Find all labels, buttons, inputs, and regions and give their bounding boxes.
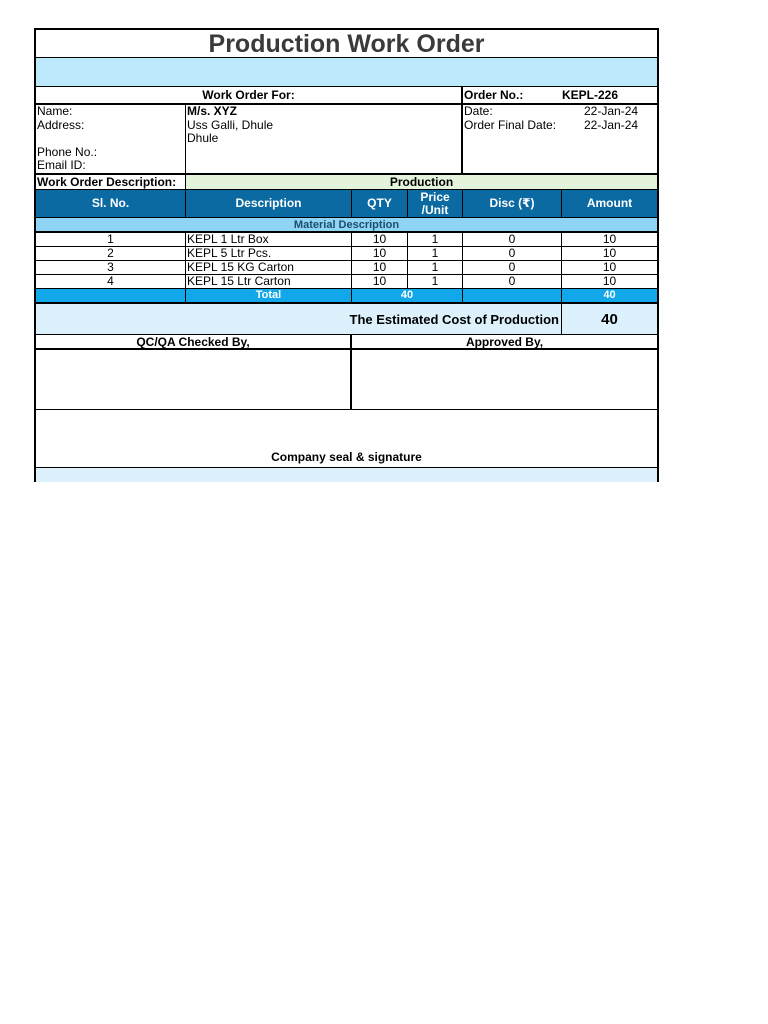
item-price: 1 xyxy=(408,261,463,274)
item-description: KEPL 15 Ltr Carton xyxy=(186,275,352,288)
column-header-price-line1: Price xyxy=(420,190,450,204)
qc-checked-label: QC/QA Checked By, xyxy=(36,335,352,348)
item-price: 1 xyxy=(408,275,463,288)
total-row xyxy=(36,289,657,304)
order-final-date-value: 22-Jan-24 xyxy=(584,117,639,132)
item-amount: 10 xyxy=(602,233,617,246)
estimated-cost-row xyxy=(36,304,657,335)
item-disc: 0 xyxy=(463,233,562,246)
order-no-value: KEPL-226 xyxy=(562,88,619,102)
date-value: 22-Jan-24 xyxy=(584,105,639,118)
item-sl-no: 3 xyxy=(36,261,186,274)
item-disc: 0 xyxy=(463,247,562,260)
estimated-cost-label: The Estimated Cost of Production xyxy=(36,304,562,334)
address-label: Address: xyxy=(37,117,85,132)
order-no-label: Order No.: xyxy=(464,88,524,102)
work-order-description-row xyxy=(36,175,657,190)
item-qty: 10 xyxy=(352,233,408,246)
name-label: Name: xyxy=(37,105,73,118)
work-order-sheet xyxy=(34,28,659,482)
qc-signature-box xyxy=(36,350,352,409)
column-header-sl-no: Sl. No. xyxy=(36,190,186,217)
page-title: Production Work Order xyxy=(36,30,657,58)
item-description: KEPL 1 Ltr Box xyxy=(186,233,352,246)
item-price: 1 xyxy=(408,233,463,246)
customer-phone xyxy=(187,146,461,160)
date-label: Date: xyxy=(464,105,493,118)
table-row xyxy=(36,247,657,261)
column-header-price xyxy=(408,190,463,217)
total-label: Total xyxy=(186,289,352,302)
approved-signature-box xyxy=(352,350,657,409)
item-amount: 10 xyxy=(602,275,617,288)
table-row xyxy=(36,233,657,247)
items-table-header xyxy=(36,190,657,218)
customer-values xyxy=(186,105,463,173)
total-sl-empty xyxy=(36,289,186,302)
total-amount: 40 xyxy=(603,289,616,301)
total-qty: 40 xyxy=(352,289,463,302)
total-disc-empty xyxy=(463,289,562,302)
table-row xyxy=(36,261,657,275)
item-sl-no: 2 xyxy=(36,247,186,260)
column-header-price-line2: /Unit xyxy=(421,202,449,217)
customer-address-line2: Dhule xyxy=(187,131,219,145)
material-description-band: Material Description xyxy=(36,218,657,233)
table-row xyxy=(36,275,657,289)
item-disc: 0 xyxy=(463,261,562,274)
item-amount: 10 xyxy=(602,247,617,260)
column-header-description: Description xyxy=(186,190,352,217)
customer-address-line1: Uss Galli, Dhule xyxy=(187,117,274,132)
customer-email xyxy=(187,159,461,173)
item-description: KEPL 5 Ltr Pcs. xyxy=(186,247,352,260)
customer-info-block xyxy=(36,105,657,175)
estimated-cost-value: 40 xyxy=(601,310,618,328)
company-seal-row xyxy=(36,410,657,468)
footer-band xyxy=(36,468,657,482)
work-order-description-label: Work Order Description: xyxy=(36,175,186,189)
phone-label: Phone No.: xyxy=(37,144,98,159)
item-price: 1 xyxy=(408,247,463,260)
column-header-amount: Amount xyxy=(586,196,633,210)
company-seal-label: Company seal & signature xyxy=(271,450,422,464)
item-amount: 10 xyxy=(602,261,617,274)
email-label: Email ID: xyxy=(37,158,86,172)
date-values xyxy=(584,105,657,173)
column-header-disc: Disc (₹) xyxy=(463,190,562,217)
work-order-for-row xyxy=(36,87,657,105)
order-final-date-label: Order Final Date: xyxy=(464,117,557,132)
signature-header-row xyxy=(36,335,657,350)
work-order-description-value: Production xyxy=(186,175,657,189)
item-sl-no: 1 xyxy=(36,233,186,246)
item-qty: 10 xyxy=(352,261,408,274)
approved-by-label: Approved By, xyxy=(465,335,544,348)
customer-labels xyxy=(36,105,186,173)
customer-name: M/s. XYZ xyxy=(187,105,238,118)
item-description: KEPL 15 KG Carton xyxy=(186,261,352,274)
item-qty: 10 xyxy=(352,275,408,288)
signature-box-row xyxy=(36,350,657,410)
header-band xyxy=(36,58,657,87)
item-qty: 10 xyxy=(352,247,408,260)
item-disc: 0 xyxy=(463,275,562,288)
address-label-spacer xyxy=(37,132,185,146)
item-sl-no: 4 xyxy=(36,275,186,288)
work-order-for-label: Work Order For: xyxy=(36,87,463,103)
date-labels xyxy=(463,105,583,173)
column-header-qty: QTY xyxy=(352,190,408,217)
